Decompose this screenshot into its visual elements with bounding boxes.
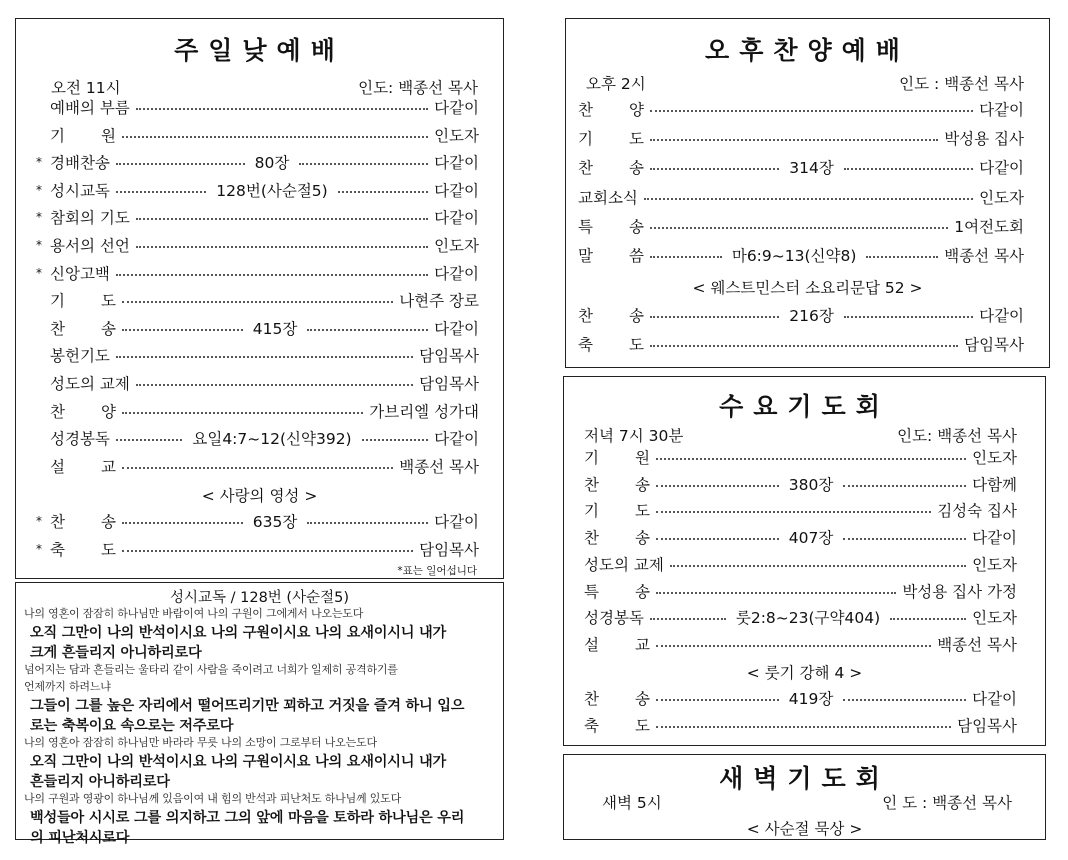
order-label: 참회의 기도: [50, 209, 130, 228]
order-label: 봉헌기도: [50, 347, 110, 366]
order-leader: 다같이: [434, 99, 479, 117]
order-label-char: 찬: [50, 513, 65, 531]
leader-dots: [136, 218, 428, 220]
afternoon-header: [586, 72, 1024, 94]
reading-line-leader: 언제까지 하려느냐: [24, 680, 111, 694]
leader-dots: [656, 538, 779, 540]
order-label-char: 송: [629, 217, 644, 236]
order-leader: 담임목사: [419, 540, 479, 559]
dawn-time: 새벽 5시: [602, 794, 662, 812]
order-label-char: 설: [50, 457, 65, 476]
order-row: [578, 243, 1024, 267]
wednesday-section-title: < 룻기 강해 4 >: [746, 664, 863, 682]
order-detail: 룻2:8~23(구약404): [735, 609, 881, 628]
leader-dots: [670, 565, 966, 567]
order-leader: 인도자: [972, 449, 1017, 467]
order-row: [36, 233, 479, 257]
order-label-char: 설: [584, 635, 599, 654]
order-label-char: 찬: [50, 402, 65, 421]
order-label: 신앙고백: [50, 264, 110, 283]
order-leader: 다같이: [434, 181, 480, 200]
leader-dots: [650, 345, 958, 347]
order-row: [584, 686, 1017, 710]
order-leader: 가브리엘 성가대: [369, 402, 479, 421]
order-label-char: 기: [584, 502, 599, 521]
leader-dots: [656, 458, 966, 460]
leader-dots: [122, 329, 243, 331]
order-label-char: 양: [629, 101, 644, 119]
sunday-service-box: [15, 18, 504, 579]
order-leader: 다같이: [979, 307, 1025, 325]
leader-dots: [362, 439, 428, 441]
order-leader: 다함께: [972, 475, 1018, 494]
order-label: [584, 446, 650, 468]
order-detail: 216장: [789, 307, 834, 325]
order-label: 경배찬송: [50, 154, 110, 173]
order-row: [584, 525, 1017, 549]
stand-marker: *: [36, 182, 42, 197]
leader-dots: [122, 550, 413, 552]
order-label-char: 송: [101, 319, 116, 338]
order-row: [578, 155, 1024, 179]
sunday-section-title: < 사랑의 영성 >: [201, 487, 318, 505]
leader-dots: [656, 726, 951, 728]
reading-line-congregation: 로는 축복이요 속으로는 저주로다: [30, 717, 234, 734]
order-detail: 314장: [789, 159, 834, 178]
order-label: 교회소식: [578, 188, 638, 207]
order-label-char: 기: [584, 449, 599, 467]
order-leader: 다같이: [434, 513, 480, 531]
order-leader: 다같이: [434, 319, 480, 338]
leader-dots: [656, 485, 779, 487]
order-leader: 박성용 집사: [944, 130, 1024, 149]
wednesday-title: 수요기도회: [719, 392, 890, 421]
order-leader: 다같이: [979, 101, 1024, 119]
order-label-char: 양: [101, 402, 116, 421]
order-label-char: 원: [635, 449, 650, 467]
stand-marker: *: [36, 265, 42, 280]
leader-dots: [122, 522, 243, 524]
leader-dots: [136, 384, 413, 386]
order-label: [578, 304, 644, 326]
leader-dots: [116, 439, 182, 441]
sunday-leader: 인도: 백종선 목사: [358, 79, 478, 97]
stand-marker: *: [36, 210, 42, 225]
order-row: [584, 445, 1017, 469]
order-leader: 인도자: [434, 237, 479, 255]
order-row: [584, 498, 1017, 522]
order-label-char: 찬: [584, 690, 599, 708]
order-row: [584, 472, 1017, 496]
order-row: [36, 178, 479, 202]
leader-dots: [656, 592, 896, 594]
afternoon-leader: 인도 : 백종선 목사: [899, 75, 1024, 93]
order-leader: 다같이: [434, 430, 479, 449]
order-label-char: 송: [101, 513, 116, 531]
order-label-char: 송: [635, 529, 650, 548]
leader-dots: [656, 511, 931, 513]
stand-marker: *: [36, 238, 42, 252]
order-row: [36, 95, 479, 119]
order-detail: 80장: [254, 154, 290, 173]
wednesday-header: [584, 424, 1017, 446]
order-leader: 다같이: [434, 154, 479, 173]
order-row: [36, 316, 479, 340]
stand-marker: *: [36, 541, 42, 556]
order-leader: 다같이: [434, 209, 479, 228]
order-detail: 419장: [788, 690, 834, 708]
afternoon-title: 오후찬양예배: [705, 36, 910, 65]
order-label-char: 도: [629, 130, 644, 149]
reading-line-leader: 넘어지는 담과 흔들리는 울타리 같이 사람을 죽이려고 너희가 일제히 공격하기를: [24, 663, 398, 676]
order-leader: 다같이: [434, 264, 479, 283]
order-row: [36, 205, 479, 229]
dawn-header: [602, 791, 1012, 813]
order-label: [584, 473, 650, 495]
reading-line-congregation: 크게 흔들리지 아니하리로다: [30, 644, 202, 661]
order-label-char: 송: [635, 475, 650, 494]
order-leader: 인도자: [972, 609, 1017, 628]
order-label: [50, 317, 116, 339]
afternoon-section-title: < 웨스트민스터 소요리문답 52 >: [692, 279, 923, 297]
dawn-leader: 인 도 : 백종선 목사: [882, 794, 1012, 812]
order-detail: 407장: [788, 529, 834, 548]
order-label: [50, 289, 116, 311]
order-detail: 635장: [252, 513, 298, 531]
order-label-char: 도: [101, 292, 116, 311]
leader-dots: [116, 191, 206, 193]
order-label: 성도의 교제: [50, 375, 130, 393]
order-label-char: 특: [584, 582, 599, 601]
order-row: [36, 288, 479, 312]
order-label: [50, 400, 116, 422]
leader-dots: [650, 139, 938, 141]
order-label-char: 찬: [578, 159, 593, 178]
leader-dots: [656, 699, 779, 701]
leader-dots: [122, 412, 363, 414]
leader-dots: [650, 110, 973, 112]
leader-dots: [307, 329, 428, 331]
order-label-char: 도: [635, 502, 650, 521]
order-label-char: 축: [50, 540, 65, 559]
order-label-char: 찬: [578, 307, 593, 325]
order-label: [578, 215, 644, 237]
order-row: [36, 261, 479, 285]
leader-dots: [122, 301, 393, 303]
order-row: [584, 552, 1017, 576]
order-label-char: 도: [101, 540, 116, 559]
order-label: [578, 244, 644, 266]
order-row: [584, 579, 1017, 603]
order-detail: 마6:9~13(신약8): [731, 247, 857, 265]
leader-dots: [122, 467, 393, 469]
wednesday-leader: 인도: 백종선 목사: [897, 427, 1017, 445]
order-leader: 김성숙 집사: [937, 502, 1017, 521]
reading-line-leader: 나의 영혼아 잠잠히 하나님만 바라라 무릇 나의 소망이 그로부터 나오는도다: [24, 736, 377, 750]
order-label: [578, 127, 644, 149]
reading-line-congregation: 오직 그만이 나의 반석이시요 나의 구원이시요 나의 요새이시니 내가: [30, 754, 447, 771]
order-label-char: 송: [635, 690, 650, 708]
order-row: [578, 97, 1024, 121]
stand-marker: *: [36, 155, 42, 170]
order-label: [584, 499, 650, 521]
order-row: [36, 537, 479, 561]
leader-dots: [650, 168, 779, 170]
order-leader: 인도자: [972, 555, 1017, 574]
afternoon-service-box: [565, 18, 1050, 368]
order-label: 성경봉독: [50, 430, 110, 449]
reading-line-congregation: 의 피난처시로다: [30, 829, 130, 846]
leader-dots: [650, 316, 779, 318]
leader-dots: [116, 274, 428, 276]
leader-dots: [650, 227, 948, 229]
order-label-char: 교: [101, 457, 116, 476]
order-leader: 나현주 장로: [399, 292, 479, 311]
leader-dots: [136, 246, 428, 248]
order-detail: 380장: [788, 475, 834, 494]
order-label-char: 도: [629, 336, 644, 355]
reading-line-congregation: 흔들리지 아니하리로다: [30, 773, 170, 790]
leader-dots: [307, 522, 428, 524]
order-label-char: 특: [578, 217, 593, 236]
sunday-time: 오전 11시: [51, 79, 121, 97]
leader-dots: [116, 163, 245, 165]
dawn-section-title: < 사순절 묵상 >: [746, 820, 863, 838]
order-leader: 인도자: [434, 126, 479, 145]
order-row: [36, 509, 479, 533]
order-row: [36, 150, 479, 174]
wednesday-time: 저녁 7시 30분: [584, 427, 684, 445]
order-row: [578, 126, 1024, 150]
leader-dots: [338, 191, 428, 193]
order-row: [578, 185, 1024, 209]
stand-note: *표는 일어섭니다: [397, 565, 477, 577]
order-detail: 요일4:7~12(신약392): [192, 430, 352, 449]
order-label: [584, 526, 650, 548]
order-row: [36, 123, 479, 147]
order-label-char: 말: [578, 247, 593, 265]
order-label: [50, 455, 116, 477]
order-label-char: 도: [635, 716, 650, 735]
order-label-char: 찬: [50, 319, 65, 338]
order-leader: 다같이: [979, 159, 1025, 178]
order-label: [50, 538, 116, 560]
order-row: [36, 426, 479, 450]
order-row: [584, 605, 1017, 629]
order-label-char: 찬: [578, 101, 593, 119]
order-label: 성경봉독: [584, 609, 644, 628]
dawn-title: 새벽기도회: [719, 764, 890, 793]
leader-dots: [136, 108, 428, 110]
order-leader: 인도자: [979, 188, 1024, 207]
order-label: [578, 156, 644, 178]
order-row: [584, 632, 1017, 656]
order-label: 예배의 부름: [50, 99, 130, 117]
order-label: [50, 124, 116, 146]
reading-line-leader: 나의 구원과 영광이 하나님께 있음이여 내 힘의 반석과 피난처도 하나님께 있도다: [24, 792, 402, 806]
leader-dots: [843, 485, 966, 487]
order-label-char: 기: [578, 130, 593, 149]
reading-line-congregation: 오직 그만이 나의 반석이시요 나의 구원이시요 나의 요새이시니 내가: [30, 625, 447, 642]
order-leader: 담임목사: [419, 375, 479, 393]
order-label-char: 씀: [629, 247, 644, 265]
afternoon-time: 오후 2시: [586, 75, 646, 93]
reading-title: 성시교독 / 128번 (사순절5): [170, 590, 349, 606]
leader-dots: [656, 645, 931, 647]
order-label-char: 축: [578, 336, 593, 355]
order-leader: 다같이: [972, 529, 1018, 548]
reading-line-leader: 나의 영혼이 잠잠히 하나님만 바람이여 나의 구원이 그에게서 나오는도다: [24, 607, 364, 620]
reading-line-congregation: 그들이 그를 높은 자리에서 떨어뜨리기만 꾀하고 거짓을 즐겨 하니 입으: [30, 698, 465, 715]
leader-dots: [890, 618, 966, 620]
order-leader: 담임목사: [964, 336, 1024, 355]
order-row: [36, 371, 479, 395]
order-row: [584, 713, 1017, 737]
order-label-char: 기: [50, 126, 65, 145]
sunday-title: 주일낮예배: [174, 36, 345, 65]
order-detail: 128번(사순절5): [216, 181, 328, 200]
order-label-char: 찬: [584, 529, 599, 548]
leader-dots: [650, 256, 722, 258]
stand-marker: *: [36, 514, 42, 528]
order-label: [584, 714, 650, 736]
leader-dots: [122, 136, 428, 138]
order-label-char: 기: [50, 292, 65, 311]
order-label-char: 찬: [584, 475, 599, 494]
order-label-char: 송: [629, 159, 644, 178]
order-label: 성시교독: [50, 181, 110, 200]
order-label: [584, 633, 650, 655]
dawn-prayer-box: [563, 754, 1046, 840]
reading-line-congregation: 백성들아 시시로 그를 의지하고 그의 앞에 마음을 토하라 하나님은 우리: [30, 810, 465, 827]
order-row: [36, 399, 479, 423]
leader-dots: [844, 168, 973, 170]
leader-dots: [866, 256, 938, 258]
order-leader: 백종선 목사: [944, 247, 1025, 265]
order-row: [578, 332, 1024, 356]
wednesday-service-box: [563, 376, 1046, 746]
order-row: [36, 343, 479, 367]
order-label: 용서의 선언: [50, 237, 130, 255]
order-leader: 백종선 목사: [937, 635, 1017, 654]
order-leader: 1여전도회: [954, 217, 1024, 236]
leader-dots: [650, 618, 726, 620]
order-label-char: 송: [629, 307, 644, 325]
order-label: 성도의 교제: [584, 555, 664, 574]
order-label-char: 원: [101, 126, 116, 145]
order-row: [578, 214, 1024, 238]
order-leader: 박성용 집사 가정: [902, 582, 1017, 601]
order-label-char: 교: [635, 635, 650, 654]
leader-dots: [843, 699, 966, 701]
order-leader: 담임목사: [957, 716, 1017, 735]
order-label: [584, 687, 650, 709]
responsive-reading-box: [15, 582, 504, 846]
order-label: [584, 580, 650, 602]
order-row: [578, 303, 1024, 327]
order-leader: 담임목사: [419, 347, 479, 366]
order-leader: 백종선 목사: [399, 457, 479, 476]
order-detail: 415장: [252, 319, 298, 338]
order-row: [36, 454, 479, 478]
leader-dots: [116, 356, 413, 358]
order-label: [50, 510, 116, 532]
leader-dots: [644, 198, 973, 200]
leader-dots: [843, 538, 966, 540]
order-leader: 다같이: [972, 690, 1018, 708]
order-label: [578, 333, 644, 355]
leader-dots: [844, 316, 973, 318]
leader-dots: [299, 163, 428, 165]
order-label-char: 축: [584, 716, 599, 735]
order-label: [578, 98, 644, 120]
order-label-char: 송: [635, 582, 650, 601]
